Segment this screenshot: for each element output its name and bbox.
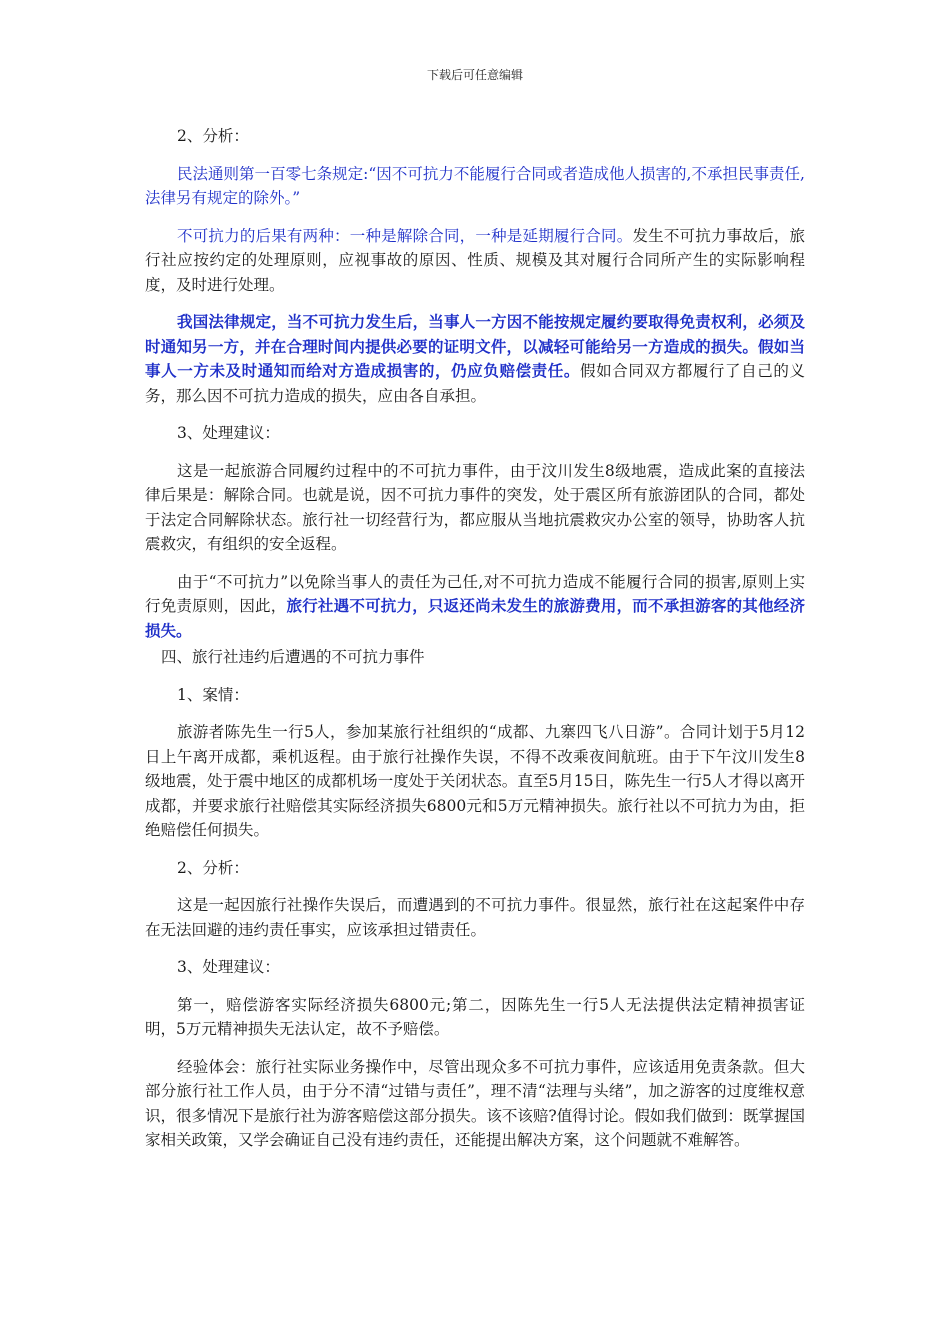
advice-2-paragraph: 第一，赔偿游客实际经济损失6800元;第二，因陈先生一行5人无法提供法定精神损害证明，5万元精神损失无法认定，故不予赔偿。 — [145, 995, 805, 1038]
consequence-paragraph — [145, 224, 805, 298]
analysis-2-heading: 2、分析： — [177, 858, 249, 877]
case-paragraph: 旅游者陈先生一行5人，参加某旅行社组织的“成都、九寨四飞八日游”。合同计划于5月12日上午离开成都，乘机返程。由于旅行社操作失误，不得不改乘夜间航班。由于下午汶川发生8级地震，处于震中地区的成都机场一度处于关闭状态。直至5月15日，陈先生一行5人才得以离开成都，并要求旅行社赔偿其实际经济损失6800元和5万元精神损失。旅行社以不可抗力为由，拒绝赔偿任何损失。 — [145, 723, 805, 839]
case-description-paragraph: 这是一起旅游合同履约过程中的不可抗力事件，由于汶川发生8级地震，造成此案的直接法律后果是：解除合同。也就是说，因不可抗力事件的突发，处于震区所有旅游团队的合同，都处于法定合同解除状态。旅行社一切经营行为，都应服从当地抗震救灾办公室的领导，协助客人抗震救灾，有组织的安全返程。 — [145, 461, 805, 553]
law-quote-paragraph: 民法通则第一百零七条规定:“因不可抗力不能履行合同或者造成他人损害的,不承担民事责任,法律另有规定的除外。” — [145, 164, 805, 207]
consequence-text: 发生不可抗力事故后，旅行社应按约定的处理原则，应视事故的原因、性质、规模及其对履行合同所产生的实际影响程度，及时进行处理。 — [145, 226, 805, 294]
analysis-2-paragraph: 这是一起因旅行社操作失误后，而遭遇到的不可抗力事件。很显然，旅行社在这起案件中存在无法回避的违约责任事实，应该承担过错责任。 — [145, 896, 805, 939]
experience-paragraph: 经验体会：旅行社实际业务操作中，尽管出现众多不可抗力事件，应该适用免责条款。但大部分旅行社工作人员，由于分不清“过错与责任”，理不清“法理与头绪”，加之游客的过度维权意识，很多情况下是旅行社为游客赔偿这部分损失。该不该赔?值得讨论。假如我们做到：既掌握国家相关政策，又学会确证自己没有违约责任，还能提出解决方案，这个问题就不难解答。 — [145, 1057, 805, 1149]
advice-2-heading: 3、处理建议： — [177, 958, 280, 976]
law-highlight: 我国法律规定，当不可抗力发生后，当事人一方因不能按规定履约要取得免责权利，必须及时通知另一方，并在合理时间内提供必要的证明文件，以减轻可能给另一方造成的损失。假如当事人一方未及时通知而给对方造成损害的，仍应负赔偿责任。 — [145, 312, 805, 380]
advice-heading: 3、处理建议： — [177, 424, 280, 442]
exemption-text: 由于“不可抗力”以免除当事人的责任为己任,对不可抗力造成不能履行合同的损害,原则上实行免责原则，因此， — [145, 572, 805, 615]
exemption-paragraph — [145, 570, 805, 644]
page-header: 下载后可任意编辑 — [426, 68, 523, 82]
exemption-highlight: 旅行社遇不可抗力，只返还尚未发生的旅游费用，而不承担游客的其他经济损失。 — [145, 596, 805, 640]
law-paragraph — [145, 310, 805, 408]
consequence-highlight: 不可抗力的后果有两种：一种是解除合同，一种是延期履行合同。 — [177, 226, 633, 245]
analysis-heading: 2、分析： — [177, 127, 249, 145]
case-heading: 1、案情： — [177, 685, 249, 704]
section-4-title: 四、旅行社违约后遭遇的不可抗力事件 — [161, 648, 425, 666]
law-text: 假如合同双方都履行了自己的义务，那么因不可抗力造成的损失，应由各自承担。 — [145, 362, 805, 405]
document-body — [145, 120, 805, 1153]
